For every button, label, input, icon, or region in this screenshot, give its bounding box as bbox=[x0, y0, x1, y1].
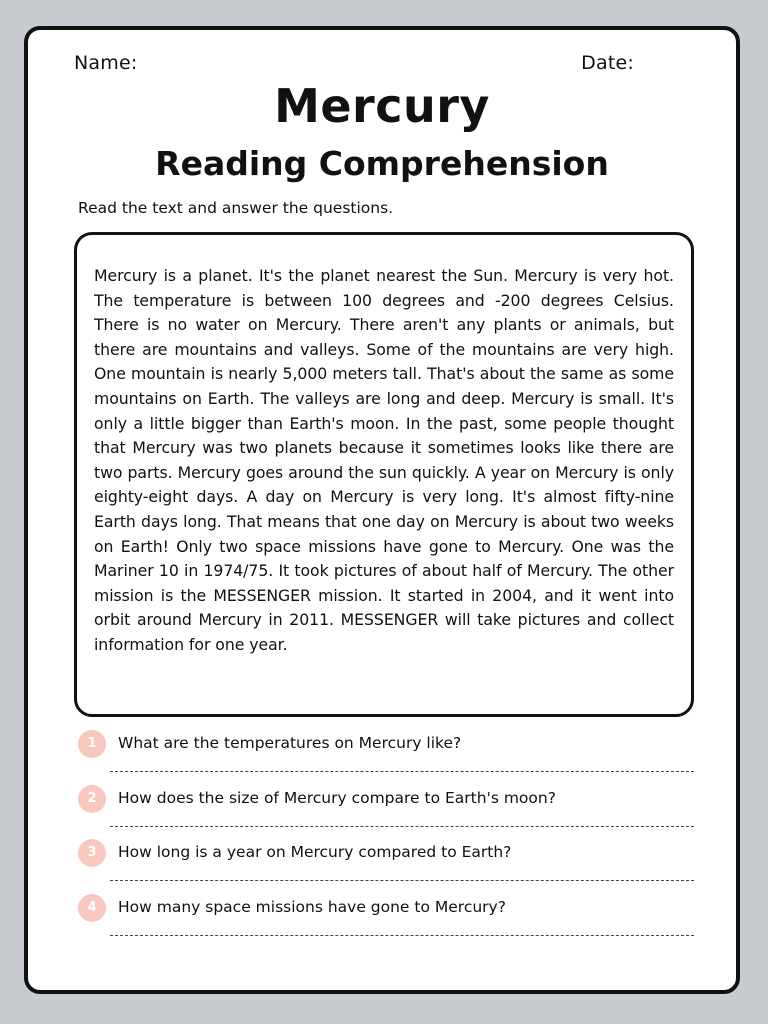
question-number-badge: 2 bbox=[78, 785, 106, 813]
question-item bbox=[78, 728, 694, 783]
date-label: Date: bbox=[581, 52, 634, 74]
reading-passage-box bbox=[74, 232, 694, 717]
question-number-badge: 1 bbox=[78, 730, 106, 758]
instructions-text: Read the text and answer the questions. bbox=[78, 199, 394, 217]
question-text: What are the temperatures on Mercury like? bbox=[118, 734, 462, 752]
question-number-badge: 4 bbox=[78, 894, 106, 922]
question-item bbox=[78, 783, 694, 838]
question-list bbox=[78, 728, 694, 946]
question-text: How long is a year on Mercury compared to Earth? bbox=[118, 843, 512, 861]
question-text: How many space missions have gone to Mercury? bbox=[118, 897, 506, 916]
question-number-badge: 3 bbox=[78, 839, 106, 867]
worksheet bbox=[24, 26, 740, 994]
answer-line[interactable] bbox=[110, 935, 694, 936]
question-item bbox=[78, 837, 694, 892]
reading-passage: Mercury is a planet. It's the planet nearest the Sun. Mercury is very hot. The temperature is between 100 degrees and -200 degrees Celsius. There is no water on Mercury. There aren't any plants or animals, but there are mountains and valleys. Some of the mountains are very high. One mountain is nearly 5,000 meters tall. That's about the same as some mountains on Earth. The valleys are long and deep. Mercury is small. It's only a little bigger than Earth's moon. In the past, some people thought that Mercury was two planets because it sometimes looks like there are two parts. Mercury goes around the sun quickly. A year on Mercury is only eighty-eight days. A day on Mercury is very long. It's almost fifty-nine Earth days long. That means that one day on Mercury is about two weeks on Earth! Only two space missions have gone to Mercury. One was the Mariner 10 in 1974/75. It took pictures of about half of Mercury. The other mission is the MESSENGER mission. It started in 2004, and it went into orbit around Mercury in 2011. MESSENGER will take pictures and collect information for one year. bbox=[94, 266, 674, 654]
answer-line[interactable] bbox=[110, 771, 694, 772]
question-item bbox=[78, 892, 694, 947]
page-title: Mercury bbox=[274, 79, 490, 133]
question-text: How does the size of Mercury compare to Earth's moon? bbox=[118, 788, 556, 807]
page-subtitle: Reading Comprehension bbox=[155, 144, 609, 183]
answer-line[interactable] bbox=[110, 826, 694, 827]
answer-line[interactable] bbox=[110, 880, 694, 881]
name-label: Name: bbox=[74, 52, 138, 74]
